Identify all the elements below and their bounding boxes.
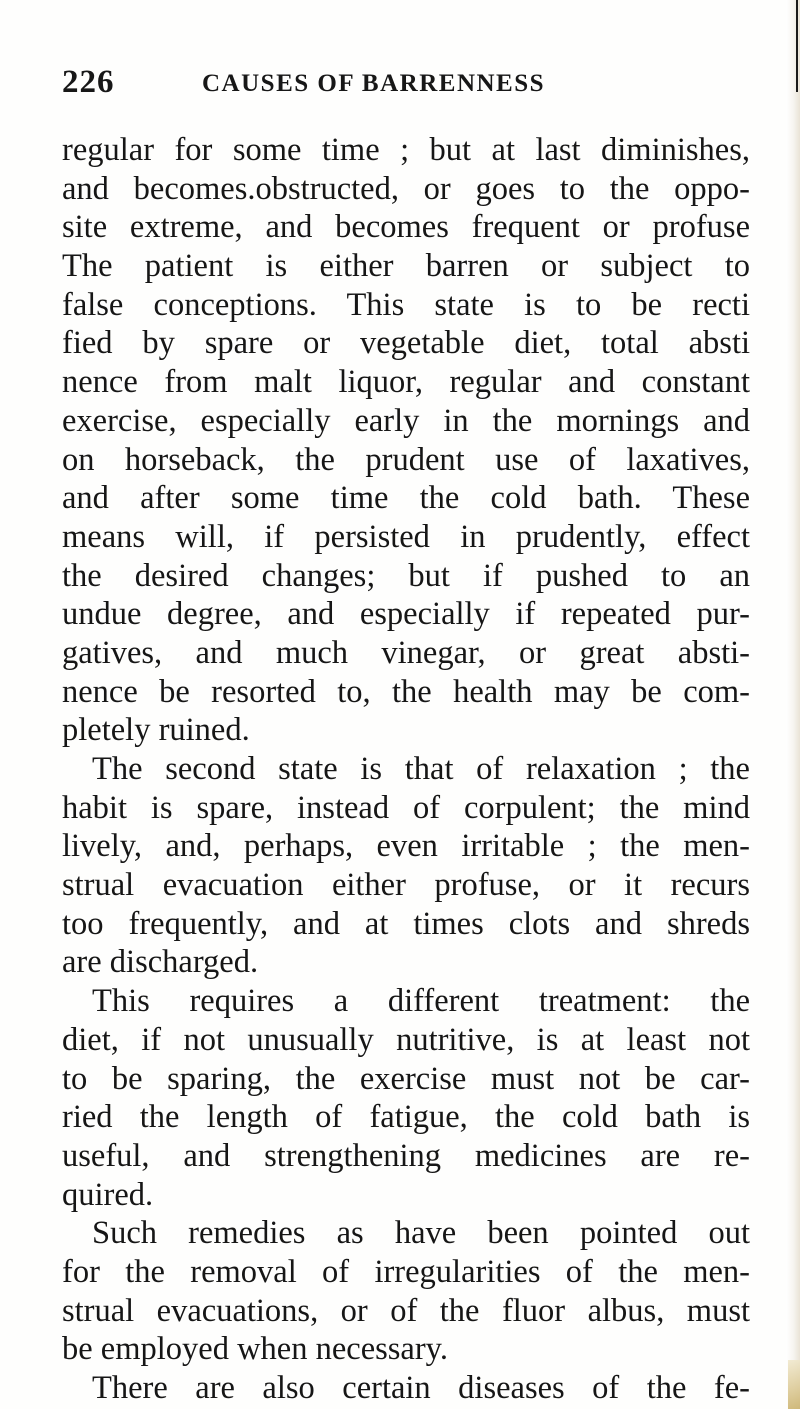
text-line: gatives, and much vinegar, or great absti-	[62, 634, 750, 671]
text-line: false conceptions. This state is to be recti	[62, 286, 750, 323]
text-line: for the removal of irregularities of the men-	[62, 1253, 750, 1290]
text-line: quired.	[62, 1176, 154, 1213]
text-line: means will, if persisted in prudently, effect	[62, 518, 750, 555]
text-line: exercise, especially early in the mornings and	[62, 402, 750, 439]
text-line: be employed when necessary.	[62, 1331, 448, 1368]
text-line: and becomes.obstructed, or goes to the oppo-	[62, 170, 750, 207]
text-line: to be sparing, the exercise must not be car-	[62, 1060, 750, 1097]
text-line: undue degree, and especially if repeated pur-	[62, 596, 750, 633]
text-line: The patient is either barren or subject to	[62, 248, 750, 285]
text-line: and after some time the cold bath. These	[62, 480, 750, 517]
text-line: habit is spare, instead of corpulent; the mind	[62, 789, 750, 826]
text-line: fied by spare or vegetable diet, total absti	[62, 325, 750, 362]
page-edge-shadow	[786, 0, 800, 1409]
text-line: regular for some time ; but at last diminishes,	[62, 132, 750, 168]
text-line: too frequently, and at times clots and shreds	[62, 905, 750, 942]
text-line: strual evacuation either profuse, or it recurs	[62, 867, 750, 904]
body-text	[62, 131, 750, 1408]
page-header	[62, 64, 762, 104]
text-line: site extreme, and becomes frequent or profuse	[62, 209, 750, 246]
text-line: pletely ruined.	[62, 712, 250, 749]
text-line: lively, and, perhaps, even irritable ; the men-	[62, 828, 750, 865]
text-line: The second state is that of relaxation ; the	[92, 751, 750, 787]
page-edge-stain	[788, 1360, 800, 1409]
text-line: Such remedies as have been pointed out	[92, 1215, 750, 1252]
text-line: on horseback, the prudent use of laxatives,	[62, 441, 750, 478]
page-number: 226	[62, 64, 115, 100]
text-line: useful, and strengthening medicines are re-	[62, 1137, 750, 1174]
text-line: nence from malt liquor, regular and constant	[62, 364, 750, 401]
text-line: strual evacuations, or of the fluor albus, must	[62, 1292, 750, 1329]
text-line: diet, if not unusually nutritive, is at least not	[62, 1021, 750, 1058]
text-line: the desired changes; but if pushed to an	[62, 557, 750, 594]
text-line: ried the length of fatigue, the cold bath is	[62, 1099, 750, 1136]
text-line: are discharged.	[62, 944, 259, 981]
text-line: nence be resorted to, the health may be com-	[62, 673, 750, 710]
text-line: There are also certain diseases of the fe-	[92, 1370, 750, 1406]
text-line: This requires a different treatment: the	[92, 983, 750, 1020]
running-head: CAUSES OF BARRENNESS	[202, 70, 546, 97]
page-edge-line	[796, 0, 798, 92]
